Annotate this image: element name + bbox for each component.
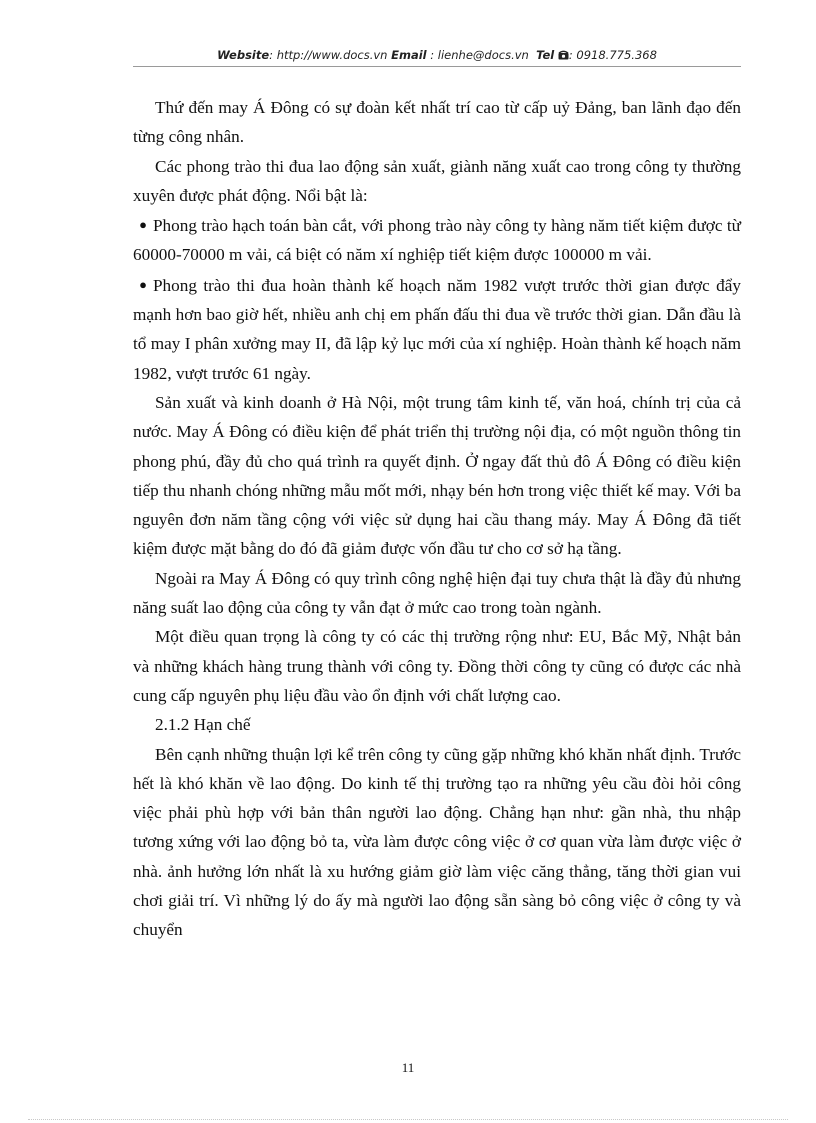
bullet-item-cutting <box>133 210 741 270</box>
website-value: : http://www.docs.vn <box>269 48 388 62</box>
bullet-icon: ● <box>139 276 147 292</box>
paragraph-hanoi: Sản xuất và kinh doanh ở Hà Nội, một trung tâm kinh tế, văn hoá, chính trị của cả nước. May Á Đông có điều kiện để phát triển thị trường nội địa, có một nguồn thông tin phong phú, đầy đủ cho quá trình ra quyết định. Ở ngay đất thủ đô Á Đông có điều kiện tiếp thu nhanh chóng những mẫu mốt mới, nhạy bén hơn trong việc thiết kế may. Với ba nguyên đơn năm tầng cộng với việc sử dụng hai cầu thang máy. May Á Đông đã tiết kiệm được mặt bằng do đó đã giảm được vốn đầu tư cho cơ sở hạ tầng. <box>133 392 741 559</box>
header-divider <box>133 66 741 67</box>
page-header <box>133 48 741 62</box>
paragraph-markets: Một điều quan trọng là công ty có các thị trường rộng như: EU, Bắc Mỹ, Nhật bản và những khách hàng trung thành với công ty. Đồng thời công ty cũng có được các nhà cung cấp nguyên phụ liệu đầu vào ổn định với chất lượng cao. <box>133 627 741 705</box>
paragraph-unity: Thứ đến may Á Đông có sự đoàn kết nhất trí cao từ cấp uỷ Đảng, ban lãnh đạo đến từng công nhân. <box>133 98 741 147</box>
bullet-text: Phong trào hạch toán bàn cắt, với phong trào này công ty hàng năm tiết kiệm được từ 60000-70000 m vải, cá biệt có năm xí nghiệp tiết kiệm được 100000 m vải. <box>133 216 741 265</box>
bullet-icon: ● <box>139 217 147 233</box>
phone-icon <box>558 50 569 60</box>
bullet-text: Phong trào thi đua hoàn thành kế hoạch năm 1982 vượt trước thời gian được đẩy mạnh hơn bao giờ hết, nhiều anh chị em phấn đấu thi đua về trước thời gian. Dẫn đầu là tổ may I phân xưởng may II, đã lập kỷ lục mới của xí nghiệp. Hoàn thành kế hoạch năm 1982, vượt trước 61 ngày. <box>133 275 741 383</box>
email-value: : lienhe@docs.vn <box>426 48 529 62</box>
tel-value: : 0918.775.368 <box>568 48 657 62</box>
page-number: 11 <box>401 1060 415 1075</box>
tel-label: Tel <box>536 48 555 62</box>
document-body <box>133 93 741 945</box>
bullet-item-plan <box>133 270 741 388</box>
email-label: Email <box>391 48 427 62</box>
paragraph-limitations: Bên cạnh những thuận lợi kể trên công ty cũng gặp những khó khăn nhất định. Trước hết là khó khăn về lao động. Do kinh tế thị trường tạo ra những yêu cầu đòi hỏi công việc phải phù hợp với bản thân người lao động. Chẳng hạn như: gần nhà, thu nhập tương xứng với lao động bỏ ta, vừa làm được công việc ở cơ quan vừa làm được việc ở nhà. ảnh hưởng lớn nhất là xu hướng giảm giờ làm việc căng thẳng, tăng thời gian vui chơi giải trí. Vì những lý do ấy mà người lao động sẵn sàng bỏ công việc ở công ty và chuyển <box>133 744 742 940</box>
website-label: Website <box>217 48 270 62</box>
paragraph-emulation: Các phong trào thi đua lao động sản xuất, giành năng xuất cao trong công ty thường xuyên được phát động. Nổi bật là: <box>133 156 741 205</box>
footer-divider <box>28 1119 788 1120</box>
section-heading: 2.1.2 Hạn chế <box>155 715 251 735</box>
paragraph-technology: Ngoài ra May Á Đông có quy trình công nghệ hiện đại tuy chưa thật là đầy đủ nhưng năng suất lao động của công ty vẫn đạt ở mức cao trong toàn ngành. <box>133 568 741 618</box>
